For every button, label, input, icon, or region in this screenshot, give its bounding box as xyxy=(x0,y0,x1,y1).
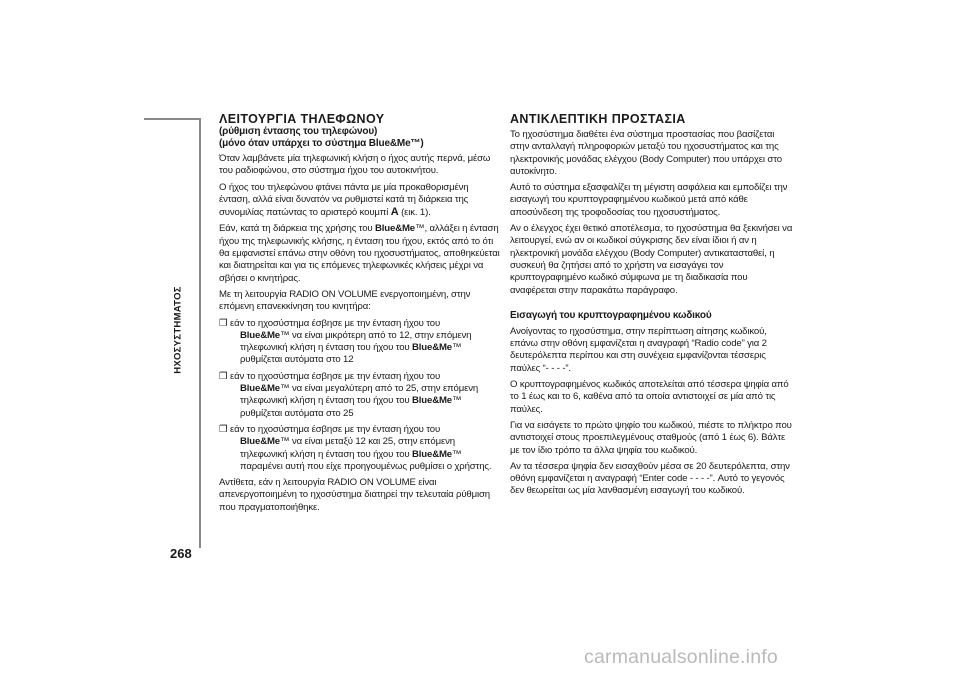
sidebar-divider xyxy=(144,118,200,120)
paragraph: Εάν, κατά τη διάρκεια της χρήσης του Blue&Me™, αλλάξει η ένταση ήχου της τηλεφωνικής κλήσης, η ένταση του ήχου, εκτός από το ότι θα εμφανιστεί επάνω στην οθόνη του ηχοσυστήματος, αποθηκεύεται και διατηρείται και για τις επόμενες τηλεφωνικές κλήσεις μέχρι να σβήσει ο κινητήρας. xyxy=(219,223,500,284)
right-column xyxy=(510,112,795,502)
left-column xyxy=(219,112,501,518)
paragraph: Αν τα τέσσερα ψηφία δεν εισαχθούν μέσα σε 20 δευτερόλεπτα, στην οθόνη εμφανίζεται η αναγραφή “Enter code - - - -”. Αυτό το γεγονός δεν θεωρείται ως μία λανθασμένη εισαγωγή του κωδικού. xyxy=(510,460,790,497)
paragraph: Με τη λειτουργία RADIO ON VOLUME ενεργοποιημένη, στην επόμενη επανεκκίνηση του κινητήρα: xyxy=(219,288,471,313)
sidebar-vertical-rule xyxy=(199,118,201,548)
code-entry-subheading: Εισαγωγή του κρυπτογραφημένου κωδικού xyxy=(510,309,712,321)
paragraph: Όταν λαμβάνετε μία τηλεφωνική κλήση ο ήχος αυτής περνά, μέσω του ραδιοφώνου, στο σύστημα ήχου του αυτοκινήτου. xyxy=(219,153,491,177)
paragraph: Για να εισάγετε το πρώτο ψηφίο του κωδικού, πιέστε το πλήκτρο που αντιστοιχεί στους προεπιλεγμένους σταθμούς (από 1 έως 6). Βάλτε με τον ίδιο τρόπο τα άλλα ψηφία του κωδικού. xyxy=(510,419,792,456)
paragraph: Αυτό το σύστημα εξασφαλίζει τη μέγιστη ασφάλεια και εμποδίζει την εισαγωγή του κρυπτογραφημένου κωδικού μετά από κάθε αποσύνδεση της τροφοδοσίας του ηχοσυστήματος. xyxy=(510,182,788,218)
paragraph: Αντίθετα, εάν η λειτουργία RADIO ON VOLUME είναι απενεργοποιημένη το ηχοσύστημα διατηρεί την τελευταία ρύθμιση που πραγματοποιήθηκε. xyxy=(219,477,490,513)
paragraph: Αν ο έλεγχος έχει θετικό αποτέλεσμα, το ηχοσύστημα θα ξεκινήσει να λειτουργεί, ενώ αν οι κωδικοί σύγκρισης δεν είναι ίδιοι ή αν η ηλεκτρονική μονάδα ελέγχου (Body Computer) αντικατασταθεί, η συσκευή θα ζητήσει από το χρήστη να εισαγάγει τον κρυπτογραφημένο κωδικό σύμφωνα με τη διαδικασία που αναφέρεται στην παρακάτω παράγραφο. xyxy=(510,223,793,296)
page-number: 268 xyxy=(170,546,192,561)
paragraph: Ανοίγοντας το ηχοσύστημα, στην περίπτωση αίτησης κωδικού, επάνω στην οθόνη εμφανίζεται η αναγραφή “Radio code” για 2 δευτερόλεπτα περίπου και στη συνέχεια εμφανίζονται τέσσερις παύλες “- - - -”. xyxy=(510,325,767,374)
section-label-text: ΗΧΟΣΥΣΤΗΜΑΤΟΣ xyxy=(172,286,184,374)
list-item: ❒ εάν το ηχοσύστημα έσβησε με την ένταση ήχου του Blue&Me™ να είναι μεγαλύτερη από το 25, στην επόμενη τηλεφωνική κλήση η ένταση του ήχου του Blue&Me™ ρυθμίζεται αυτόματα στο 25 xyxy=(219,370,479,419)
watermark: carmanualsonline.info xyxy=(584,646,778,668)
paragraph: Το ηχοσύστημα διαθέτει ένα σύστημα προστασίας που βασίζεται στην ανταλλαγή πληροφοριών μεταξύ του ηχοσυστήματος και της ηλεκτρονικής μονάδας ελέγχου (Body Computer) που υπάρχει στο αυτοκίνητο. xyxy=(510,129,782,177)
list-item: ❒ εάν το ηχοσύστημα έσβησε με την ένταση ήχου του Blue&Me™ να είναι μεταξύ 12 και 25, στην επόμενη τηλεφωνική κλήση η ένταση του ήχου του Blue&Me™ παραμένει αυτή που είχε προηγουμένως ρυθμίσει ο χρήστης. xyxy=(219,423,492,472)
paragraph: Ο ήχος του τηλεφώνου φτάνει πάντα με μία προκαθορισμένη ένταση, αλλά είναι δυνατόν να ρυθμιστεί κατά τη διάρκεια της συνομιλίας πατώντας το αριστερό κουμπί A (εικ. 1). xyxy=(219,181,469,219)
anti-theft-title: ΑΝΤΙΚΛΕΠΤΙΚΗ ΠΡΟΣΤΑΣΙΑ xyxy=(510,112,686,126)
checkbox-bullet-icon: ❒ xyxy=(219,317,228,329)
list-item: ❒ εάν το ηχοσύστημα έσβησε με την ένταση ήχου του Blue&Me™ να είναι μικρότερη από το 12, στην επόμενη τηλεφωνική κλήση η ένταση του ήχου του Blue&Me™ ρυθμίζεται αυτόματα στο 12 xyxy=(219,317,472,366)
checkbox-bullet-icon: ❒ xyxy=(219,423,228,435)
checkbox-bullet-icon: ❒ xyxy=(219,370,228,382)
telephone-subtitle-2: (μόνο όταν υπάρχει το σύστημα Blue&Me™) xyxy=(219,138,424,149)
telephone-function-title: ΛΕΙΤΟΥΡΓΙΑ ΤΗΛΕΦΩΝΟΥ xyxy=(219,112,385,126)
telephone-subtitle-1: (ρύθμιση έντασης του τηλεφώνου) xyxy=(219,126,378,137)
section-label xyxy=(168,265,188,395)
paragraph: Ο κρυπτογραφημένος κωδικός αποτελείται από τέσσερα ψηφία από το 1 έως και το 6, καθένα από τα οποία αντιστοιχεί σε μία από τις παύλες. xyxy=(510,379,789,415)
